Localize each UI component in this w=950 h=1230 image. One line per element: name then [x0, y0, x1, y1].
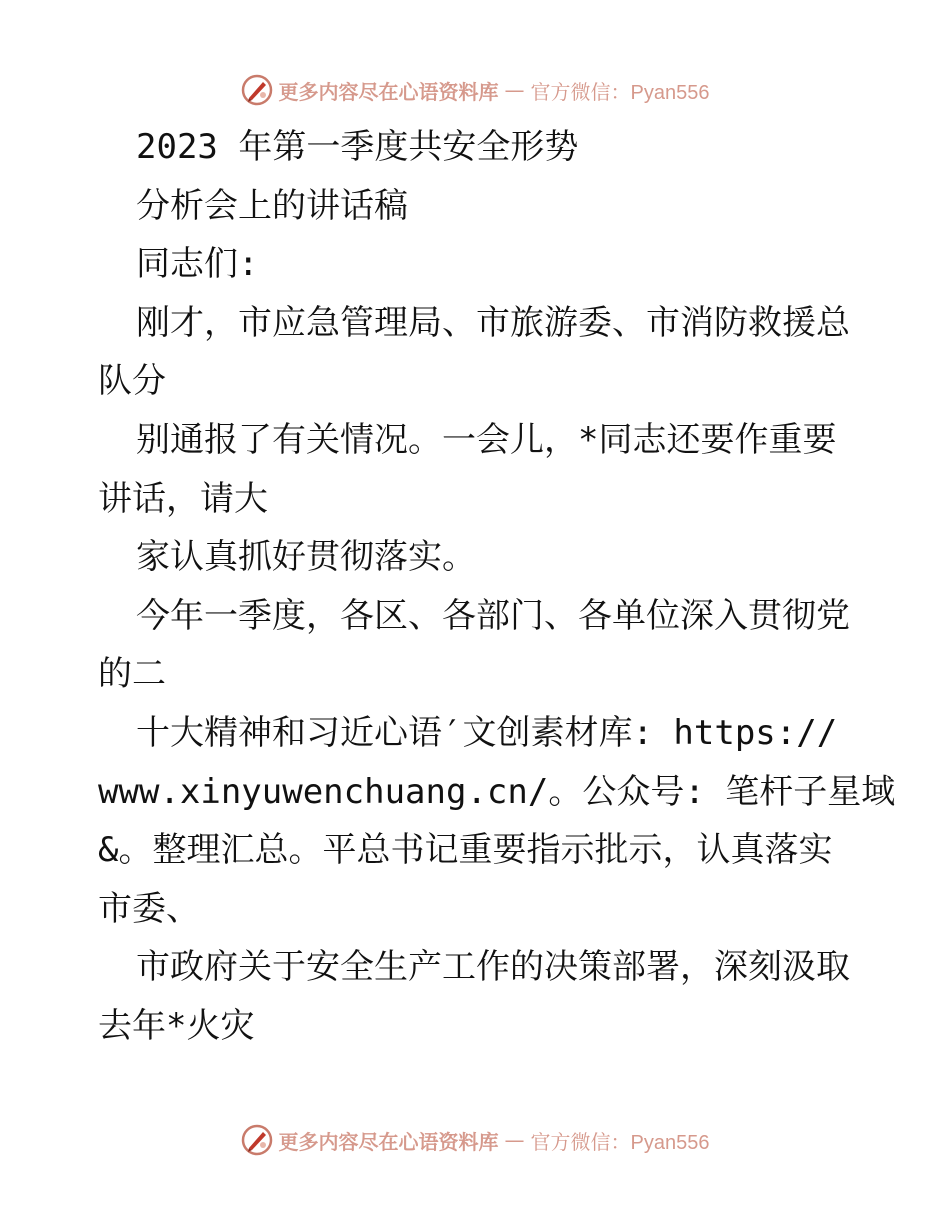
- watermark-contact: 官方微信：Pyan556: [530, 81, 710, 104]
- footer-watermark: [0, 1120, 950, 1160]
- doc-line: 的二: [98, 654, 166, 695]
- watermark-separator: —: [504, 1128, 525, 1152]
- doc-line: www.xinyuwenchuang.cn/。公众号: 笔杆子星域: [98, 771, 896, 812]
- doc-line: 刚才，市应急管理局、市旅游委、市消防救援总: [136, 302, 850, 343]
- doc-line: 别通报了有关情况。一会儿，*同志还要作重要: [136, 419, 837, 460]
- doc-line: &。整理汇总。平总书记重要指示批示，认真落实: [98, 830, 833, 871]
- header-watermark: [0, 70, 950, 110]
- doc-salutation: 同志们:: [136, 244, 259, 285]
- doc-line: 讲话，请大: [98, 478, 268, 519]
- watermark-text: 更多内容尽在心语资料库: [278, 1129, 499, 1154]
- watermark-contact: 官方微信：Pyan556: [530, 1131, 710, 1154]
- doc-line: 市政府关于安全生产工作的决策部署，深刻汲取: [136, 947, 850, 988]
- doc-line: 队分: [98, 361, 166, 402]
- watermark-text: 更多内容尽在心语资料库: [278, 79, 499, 104]
- doc-line: 家认真抓好贯彻落实。: [136, 537, 476, 578]
- doc-title-line-1: 2023 年第一季度共安全形势: [136, 127, 579, 167]
- doc-line: 今年一季度，各区、各部门、各单位深入贯彻党: [136, 595, 850, 636]
- watermark-separator: —: [504, 78, 525, 102]
- feather-pen-logo-icon: [241, 74, 273, 106]
- document-body: [98, 118, 896, 1056]
- feather-pen-logo-icon: [241, 1124, 273, 1156]
- doc-line: 去年*火灾: [98, 1005, 255, 1046]
- doc-title-line-2: 分析会上的讲话稿: [136, 185, 408, 226]
- doc-line: 十大精神和习近心语′文创素材库: https://: [136, 712, 838, 753]
- doc-line: 市委、: [98, 888, 200, 929]
